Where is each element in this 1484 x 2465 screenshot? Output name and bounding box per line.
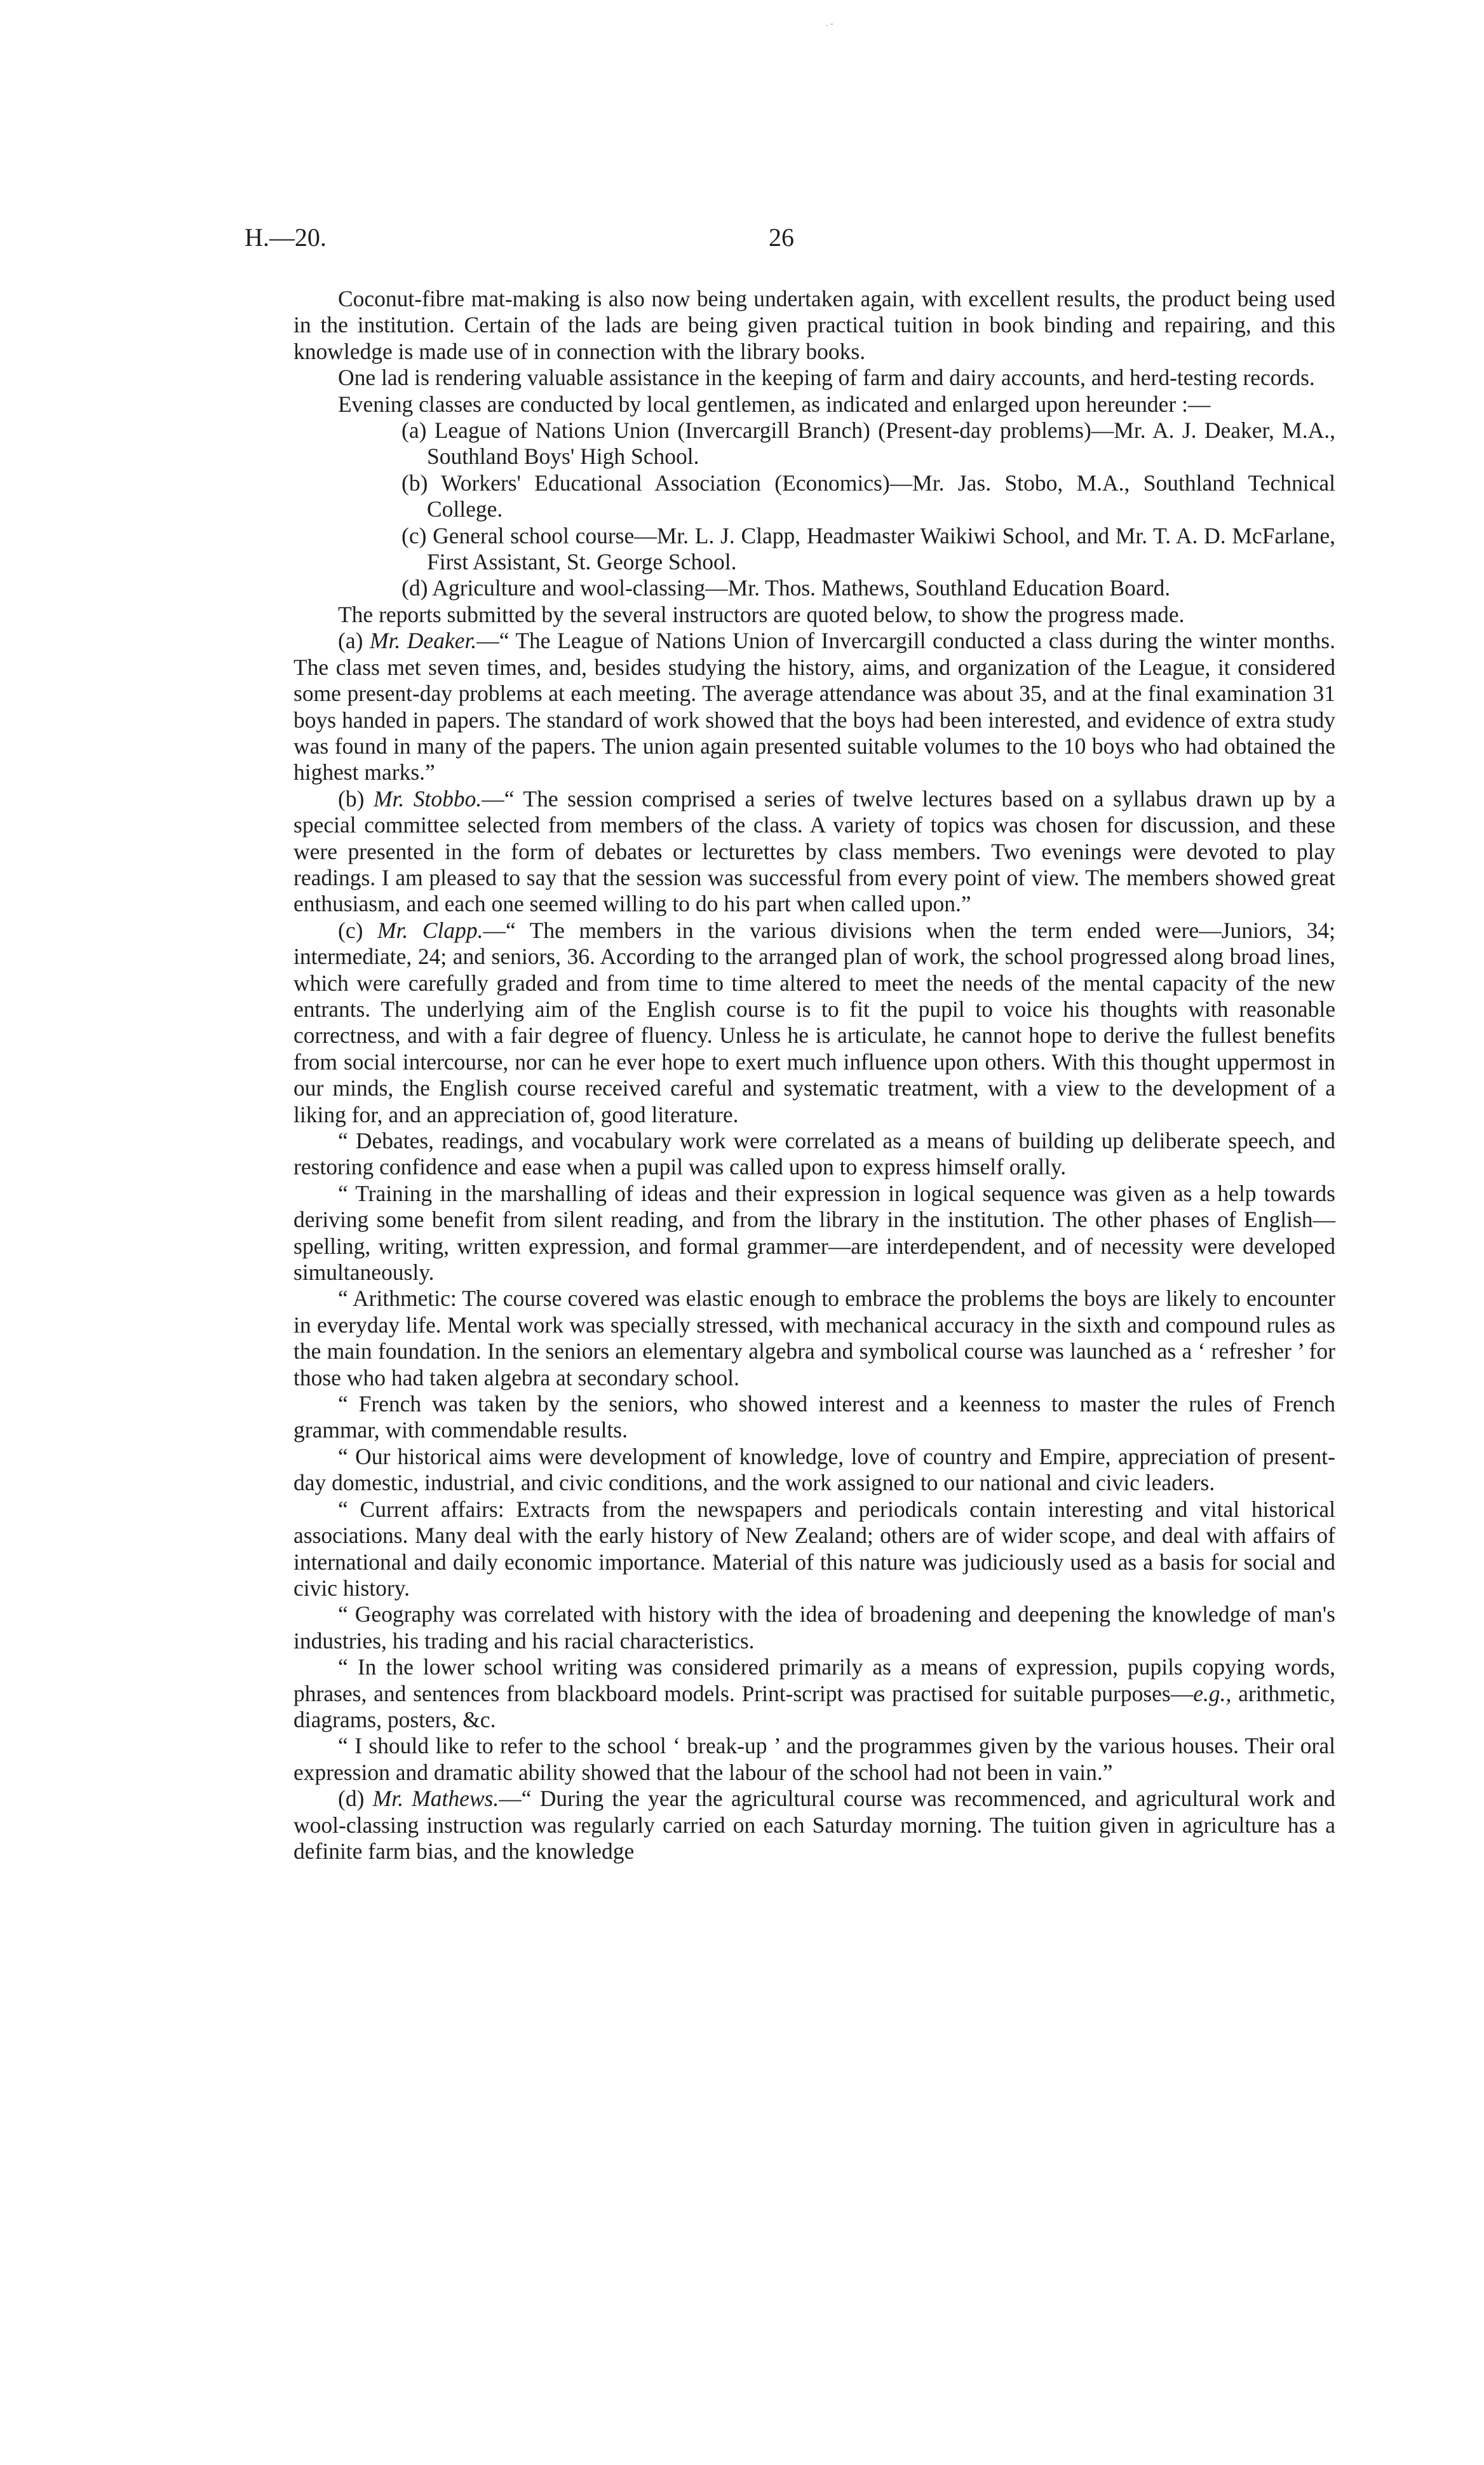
scan-marks: . - bbox=[826, 19, 833, 29]
body-text bbox=[293, 286, 1335, 1864]
instructor-name: Mr. Clapp. bbox=[377, 917, 483, 943]
list-item-workers: (b) Workers' Educational Association (Economics)—Mr. Jas. Stobo, M.A., Southland Technical College. bbox=[401, 470, 1335, 522]
report-clapp bbox=[293, 918, 1335, 1128]
paragraph-arithmetic: “ Arithmetic: The course covered was elastic enough to embrace the problems the boys are likely to encounter in everyday life. Mental work was specially stressed, with mechanical accuracy in the sixth and compound rules as the main foundation. In the seniors an elementary algebra and symbolical course was launched as a ‘ refresher ’ for those who had taken algebra at secondary school. bbox=[293, 1286, 1335, 1390]
report-text: —“ The members in the various divisions when the term ended were—Juniors, 34; intermediate, 24; and seniors, 36. According to the arranged plan of work, the school progressed along broad lines, which were carefully graded and from time to time altered to meet the needs of the mental capacity of the new entrants. The underlying aim of the English course is to fit the pupil to voice his thoughts with reasonable correctness, and with a fair degree of fluency. Unless he is articulate, he cannot hope to derive the fullest benefits from social intercourse, nor can he ever hope to exert much influence upon others. With this thought uppermost in our minds, the English course received careful and systematic treatment, with a view to the development of a liking for, and an appreciation of, good literature. bbox=[293, 917, 1336, 1127]
paragraph-farm-accounts: One lad is rendering valuable assistance in the keeping of farm and dairy accounts, and herd-testing records. bbox=[338, 365, 1315, 391]
paragraph-historical: “ Our historical aims were development of knowledge, love of country and Empire, appreciation of present-day domestic, industrial, and civic conditions, and the work assigned to our national and civic leaders. bbox=[293, 1443, 1335, 1496]
report-stobbo bbox=[293, 786, 1335, 918]
instructor-name: Mr. Mathews. bbox=[372, 1786, 499, 1812]
paragraph-training: “ Training in the marshalling of ideas and their expression in logical sequence was given as a help towards deriving some benefit from silent reading, and from the library in the institution. The other phases of English—spelling, writing, written expression, and formal grammer—are interdependent, and of necessity were developed simultaneously. bbox=[293, 1180, 1335, 1286]
report-text: —“ During the year the agricultural course was recommenced, and agricultural work and wool-classing instruction was regularly carried on each Saturday morning. The tuition given in agriculture has a definite farm bias, and the knowledge bbox=[293, 1786, 1336, 1864]
report-label: (c) bbox=[338, 917, 363, 943]
paragraph-break-up: “ I should like to refer to the school ‘ break-up ’ and the programmes given by the various houses. Their oral expression and dramatic ability showed that the labour of the school had not been in vain.” bbox=[293, 1733, 1335, 1785]
list-item-general-school: (c) General school course—Mr. L. J. Clapp, Headmaster Waikiwi School, and Mr. T. A. D. McFarlane, First Assistant, St. George School. bbox=[401, 522, 1335, 575]
instructor-name: Mr. Deaker. bbox=[369, 628, 477, 654]
list-item-agriculture: (d) Agriculture and wool-classing—Mr. Thos. Mathews, Southland Education Board. bbox=[401, 575, 1171, 601]
report-mathews bbox=[293, 1786, 1335, 1864]
paragraph-french: “ French was taken by the seniors, who showed interest and a keenness to master the rules of French grammar, with commendable results. bbox=[293, 1391, 1335, 1443]
list-item-league: (a) League of Nations Union (Invercargill Branch) (Present-day problems)—Mr. A. J. Deaker, M.A., Southland Boys' High School. bbox=[401, 418, 1335, 470]
report-text: —“ The League of Nations Union of Invercargill conducted a class during the winter months. The class met seven times, and, besides studying the history, aims, and organization of the League, it considered some present-day problems at each meeting. The average attendance was about 35, and at the final examination 31 boys handed in papers. The standard of work showed that the boys had been interested, and evidence of extra study was found in many of the papers. The union again presented suitable volumes to the 10 boys who had obtained the highest marks.” bbox=[293, 628, 1335, 785]
paragraph-writing bbox=[293, 1654, 1335, 1733]
writing-text-b: arithmetic, diagrams, posters, &c. bbox=[293, 1680, 1335, 1732]
report-text: —“ The session comprised a series of twelve lectures based on a syllabus drawn up by a special committee selected from members of the class. A variety of topics was chosen for discussion, and these were presented in the form of debates or lecturettes by class members. Two evenings were devoted to play readings. I am pleased to say that the session was successful from every point of view. The members showed great enthusiasm, and each one seemed willing to do his part when called upon.” bbox=[293, 785, 1335, 917]
paragraph-coconut-fibre: Coconut-fibre mat-making is also now being undertaken again, with excellent results, the product being used in the institution. Certain of the lads are being given practical tuition in book binding and repairing, and this knowledge is made use of in connection with the library books. bbox=[293, 286, 1335, 364]
paragraph-current-affairs: “ Current affairs: Extracts from the newspapers and periodicals contain interesting and vital historical associations. Many deal with the early history of New Zealand; others are of wider scope, and deal with affairs of international and daily economic importance. Material of this nature was judiciously used as a basis for social and civic history. bbox=[293, 1496, 1335, 1601]
report-deaker bbox=[293, 628, 1335, 785]
instructor-name: Mr. Stobbo. bbox=[373, 785, 482, 811]
paragraph-reports: The reports submitted by the several instructors are quoted below, to show the progress made. bbox=[338, 601, 1185, 627]
page-header bbox=[245, 222, 1325, 261]
paragraph-evening-classes: Evening classes are conducted by local gentlemen, as indicated and enlarged upon hereunder :— bbox=[338, 391, 1211, 417]
page-number: 26 bbox=[769, 223, 794, 252]
report-label: (b) bbox=[338, 785, 365, 811]
document-reference: H.—20. bbox=[245, 223, 327, 252]
paragraph-geography: “ Geography was correlated with history with the idea of broadening and deepening the knowledge of man's industries, his trading and his racial characteristics. bbox=[293, 1601, 1335, 1654]
writing-text-a: “ In the lower school writing was considered primarily as a means of expression, pupils copying words, phrases, and sentences from blackboard models. Print-script was practised for suitable purposes— bbox=[293, 1654, 1335, 1706]
paragraph-debates: “ Debates, readings, and vocabulary work were correlated as a means of building up deliberate speech, and restoring confidence and ease when a pupil was called upon to express himself orally. bbox=[293, 1128, 1335, 1180]
report-label: (a) bbox=[338, 628, 363, 654]
writing-eg: e.g., bbox=[1193, 1680, 1232, 1706]
report-label: (d) bbox=[338, 1786, 365, 1812]
